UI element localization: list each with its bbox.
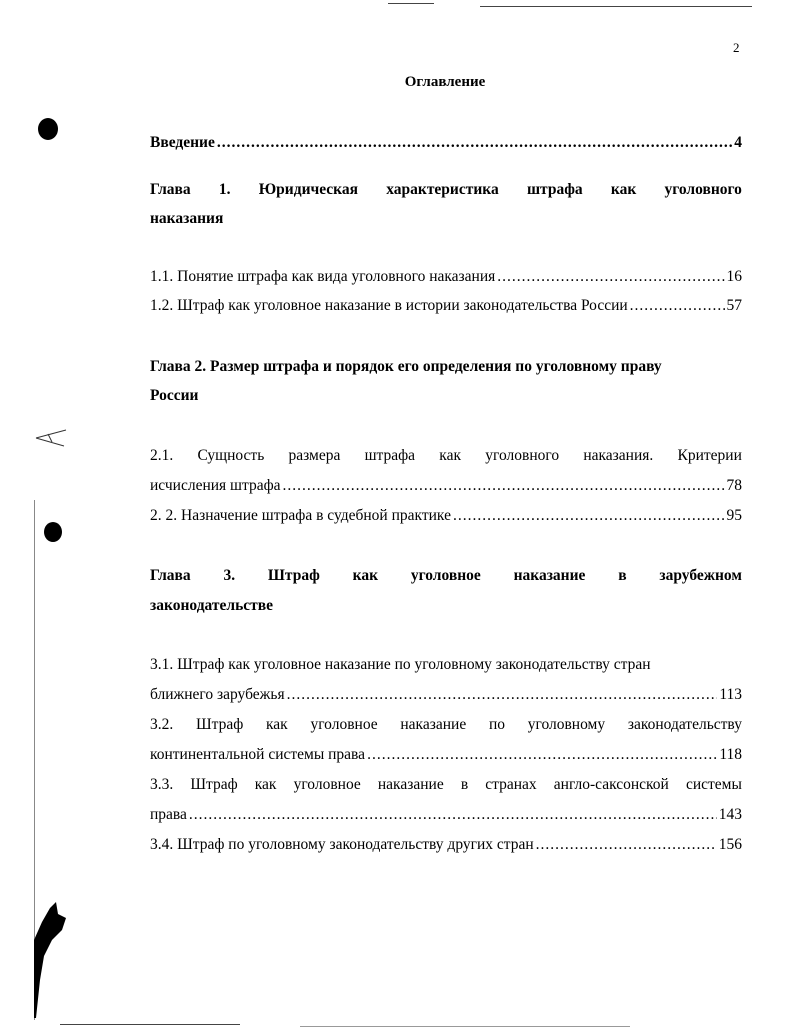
item-word: наказания. — [583, 447, 654, 464]
toc-item-2-2 — [150, 506, 742, 526]
heading-word: Глава — [150, 567, 191, 584]
item-word: 3.3. — [150, 776, 174, 793]
toc-item-2-1-line1 — [150, 446, 742, 466]
toc-item-page: 95 — [726, 507, 742, 524]
toc-item-page: 143 — [718, 806, 742, 823]
toc-item-label: 1.2. Штраф как уголовное наказание в истории законодательства России — [150, 297, 628, 314]
toc-item-page: 113 — [719, 686, 742, 703]
toc-item-3-1-line1: 3.1. Штраф как уголовное наказание по уголовному законодательству стран — [150, 656, 651, 673]
item-word: по — [488, 716, 505, 733]
item-word: системы — [685, 776, 742, 793]
item-word: 3.2. — [150, 716, 174, 733]
toc-item-page: 118 — [719, 746, 742, 763]
dot-leader — [453, 506, 725, 526]
heading-word: как — [352, 567, 379, 584]
item-word: как — [266, 716, 288, 733]
item-word: уголовное — [310, 716, 378, 733]
toc-intro — [150, 133, 742, 153]
toc-item-label: 3.4. Штраф по уголовному законодательству других стран — [150, 836, 534, 853]
toc-item-label: континентальной системы права — [150, 746, 366, 763]
toc-item-3-2-line2 — [150, 745, 742, 765]
heading-word: Юридическая — [258, 181, 359, 198]
toc-title: Оглавление — [404, 74, 486, 90]
item-word: Штраф — [190, 776, 238, 793]
toc-item-label: 1.1. Понятие штрафа как вида уголовного наказания — [150, 268, 496, 285]
toc-item-page: 78 — [726, 477, 742, 494]
scan-bottom-rule — [60, 1024, 240, 1025]
heading-word: Штраф — [267, 567, 320, 584]
item-word: уголовное — [293, 776, 361, 793]
chapter1-heading-cont: наказания — [150, 210, 224, 227]
dot-leader — [367, 745, 717, 765]
toc-item-label: права — [150, 806, 187, 823]
toc-item-3-1-line2 — [150, 685, 742, 705]
heading-word: уголовное — [410, 567, 481, 584]
toc-item-2-1-line2 — [150, 476, 742, 496]
item-word: 2.1. — [150, 447, 174, 464]
item-word: в — [460, 776, 469, 793]
item-word: наказание — [377, 776, 444, 793]
toc-item-page: 156 — [718, 836, 742, 853]
chapter2-heading-cont: России — [150, 387, 199, 404]
toc-item-label: исчисления штрафа — [150, 477, 281, 494]
dot-leader — [283, 476, 725, 496]
dot-leader — [217, 133, 732, 153]
toc-item-page: 16 — [726, 268, 742, 285]
item-word: странах — [485, 776, 537, 793]
item-word: как — [439, 447, 462, 464]
heading-word: как — [610, 181, 637, 198]
pencil-mark-icon — [34, 428, 68, 448]
toc-item-3-2-line1 — [150, 715, 742, 735]
chapter3-heading — [150, 566, 742, 586]
heading-word: зарубежном — [659, 567, 742, 584]
toc-item-1-2 — [150, 296, 742, 316]
item-word: Критерии — [677, 447, 742, 464]
scan-top-rule — [388, 3, 434, 4]
toc-item-label: 2. 2. Назначение штрафа в судебной практике — [150, 507, 451, 524]
item-word: законодательству — [627, 716, 742, 733]
scan-bottom-rule-right — [300, 1026, 630, 1027]
heading-word: 3. — [223, 567, 236, 584]
item-word: Сущность — [197, 447, 265, 464]
scan-top-rule-right — [480, 6, 752, 7]
item-word: наказание — [400, 716, 467, 733]
toc-item-page: 57 — [726, 297, 742, 314]
toc-intro-page: 4 — [734, 134, 742, 151]
item-word: как — [254, 776, 277, 793]
item-word: уголовного — [485, 447, 560, 464]
binding-stain — [32, 900, 72, 1020]
dot-leader — [189, 805, 717, 825]
dot-leader — [536, 835, 717, 855]
punch-hole-top — [38, 118, 58, 140]
heading-word: наказание — [513, 567, 586, 584]
dot-leader — [287, 685, 718, 705]
chapter3-heading-cont: законодательстве — [150, 597, 274, 614]
chapter1-heading — [150, 180, 742, 200]
toc-item-3-3-line1 — [150, 775, 742, 795]
toc-item-3-4 — [150, 835, 742, 855]
heading-word: в — [618, 567, 627, 584]
heading-word: уголовного — [664, 181, 742, 198]
item-word: уголовному — [527, 716, 606, 733]
dot-leader — [497, 267, 724, 287]
toc-intro-label: Введение — [150, 134, 215, 151]
item-word: штрафа — [364, 447, 416, 464]
toc-item-label: ближнего зарубежья — [150, 686, 285, 703]
heading-word: Глава — [150, 181, 191, 198]
item-word: Штраф — [195, 716, 244, 733]
item-word: англо-саксонской — [553, 776, 669, 793]
item-word: размера — [288, 447, 341, 464]
punch-hole-middle — [44, 522, 62, 542]
heading-word: характеристика — [386, 181, 499, 198]
heading-word: 1. — [218, 181, 231, 198]
toc-item-3-3-line2 — [150, 805, 742, 825]
heading-word: штрафа — [526, 181, 583, 198]
dot-leader — [630, 296, 725, 316]
chapter2-heading: Глава 2. Размер штрафа и порядок его определения по уголовному праву — [150, 358, 662, 375]
toc-item-1-1 — [150, 267, 742, 287]
page-number: 2 — [733, 40, 740, 55]
